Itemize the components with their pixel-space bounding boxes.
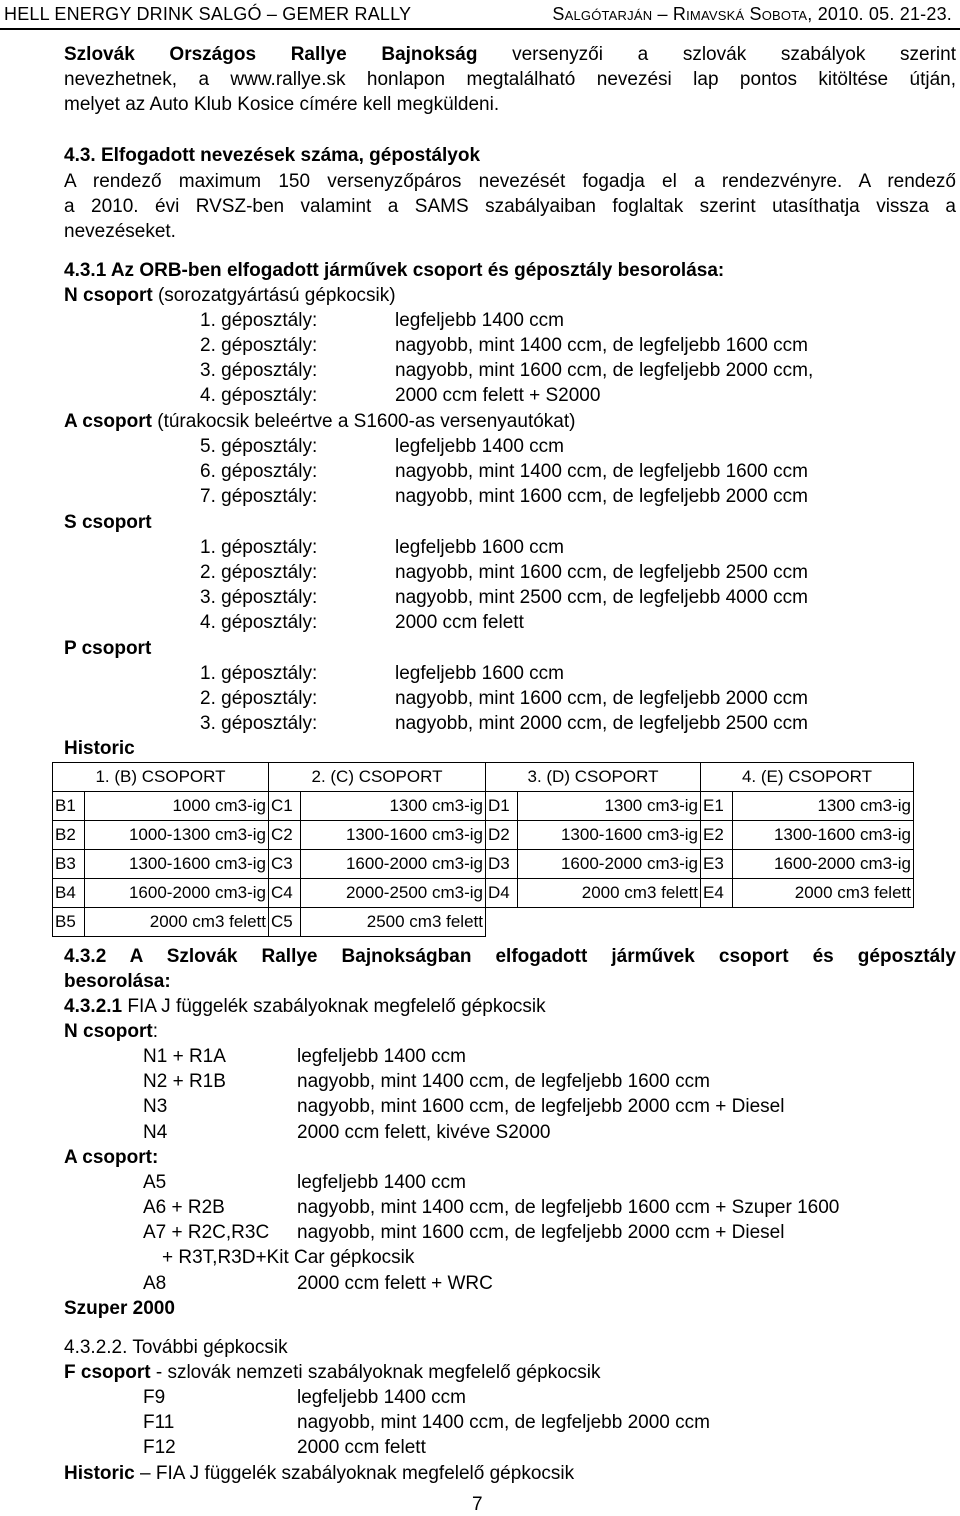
- table-cell: C4: [269, 879, 301, 908]
- table-cell: C1: [269, 792, 301, 821]
- class-label: 2. géposztály:: [200, 562, 318, 583]
- class-value: nagyobb, mint 1600 ccm, de legfeljebb 2000 ccm,: [395, 360, 814, 381]
- table-cell: 2000 cm3 felett: [518, 879, 701, 908]
- table-cell: 1300-1600 cm3-ig: [733, 821, 914, 850]
- n-group-label: N csoport: [64, 285, 153, 306]
- class-value: nagyobb, mint 1400 ccm, de legfeljebb 2000 ccm: [297, 1412, 710, 1433]
- table-cell: 1300 cm3-ig: [733, 792, 914, 821]
- class-value: nagyobb, mint 1400 ccm, de legfeljebb 1600 ccm + Szuper 1600: [297, 1197, 840, 1218]
- historic-label: Historic: [64, 738, 135, 759]
- class-label: 3. géposztály:: [200, 360, 318, 381]
- class-value: nagyobb, mint 2000 ccm, de legfeljebb 2500 ccm: [395, 713, 808, 734]
- intro-rest: versenyzői a szlovák szabályok szerint: [477, 44, 956, 65]
- class-value: nagyobb, mint 1400 ccm, de legfeljebb 1600 ccm: [395, 335, 808, 356]
- table-cell: 1600-2000 cm3-ig: [518, 850, 701, 879]
- table-cell: B4: [53, 879, 85, 908]
- table-row: [53, 850, 914, 879]
- class-code: A5: [143, 1172, 167, 1193]
- class-value: 2000 ccm felett, kivéve S2000: [297, 1122, 551, 1143]
- table-row: [53, 879, 914, 908]
- class-label: 2. géposztály:: [200, 335, 318, 356]
- table-cell: 1300-1600 cm3-ig: [85, 850, 269, 879]
- class-value: nagyobb, mint 1600 ccm, de legfeljebb 2000 ccm: [395, 688, 808, 709]
- class-code: N3: [143, 1096, 168, 1117]
- class-label: 4. géposztály:: [200, 385, 318, 406]
- table-header-row: [53, 763, 914, 792]
- class-value: nagyobb, mint 1400 ccm, de legfeljebb 1600 ccm: [297, 1071, 710, 1092]
- intro-line-1: [64, 42, 956, 67]
- table-cell: 1000-1300 cm3-ig: [85, 821, 269, 850]
- table-cell: B3: [53, 850, 85, 879]
- class-label: 3. géposztály:: [200, 587, 318, 608]
- class-code: F9: [143, 1387, 166, 1408]
- historic-fia-line: [64, 1461, 574, 1486]
- class-value: nagyobb, mint 1600 ccm, de legfeljebb 2000 ccm: [395, 486, 808, 507]
- section-4-3-2-2-title: 4.3.2.2. További gépkocsik: [64, 1337, 288, 1358]
- table-cell: D4: [486, 879, 518, 908]
- n-csoport-label: N csoport: [64, 1021, 153, 1042]
- intro-line-3: melyet az Auto Klub Kosice címére kell megküldeni.: [64, 94, 500, 115]
- class-value: legfeljebb 1400 ccm: [395, 310, 564, 331]
- a-group-heading: [64, 409, 956, 434]
- table-cell: 2500 cm3 felett: [301, 908, 486, 937]
- table-cell: E2: [701, 821, 733, 850]
- section-4-3-2-title-line-1: 4.3.2 A Szlovák Rallye Bajnokságban elfogadott járművek csoport és géposztály: [64, 946, 956, 967]
- f-csoport-label: F csoport: [64, 1362, 151, 1383]
- table-cell: D1: [486, 792, 518, 821]
- class-label: 5. géposztály:: [200, 436, 318, 457]
- table-cell: 1300 cm3-ig: [301, 792, 486, 821]
- class-value: legfeljebb 1600 ccm: [395, 663, 564, 684]
- class-code: F12: [143, 1437, 176, 1458]
- page-header: [0, 0, 960, 30]
- table-cell: D2: [486, 821, 518, 850]
- table-row: [53, 821, 914, 850]
- class-value: 2000 ccm felett + WRC: [297, 1273, 493, 1294]
- class-label: 3. géposztály:: [200, 713, 318, 734]
- section-4-3-line-3: nevezéseket.: [64, 221, 176, 242]
- p-group-label: P csoport: [64, 638, 152, 659]
- table-cell: C3: [269, 850, 301, 879]
- table-cell: E4: [701, 879, 733, 908]
- table-cell: B1: [53, 792, 85, 821]
- header-location-date: Salgótarján – Rimavská Sobota, 2010. 05. 21-23.: [552, 4, 952, 24]
- class-label: 1. géposztály:: [200, 537, 318, 558]
- section-4-3-line-1: A rendező maximum 150 versenyzőpáros nevezését fogadja el a rendezvényre. A rendező: [64, 171, 956, 192]
- class-label: 4. géposztály:: [200, 612, 318, 633]
- class-value: nagyobb, mint 2500 ccm, de legfeljebb 4000 ccm: [395, 587, 808, 608]
- table-header-cell: 1. (B) CSOPORT: [53, 763, 269, 792]
- table-cell: 2000 cm3 felett: [733, 879, 914, 908]
- class-value: 2000 ccm felett: [297, 1437, 426, 1458]
- section-4-3-2-1-heading: [64, 994, 956, 1019]
- class-label: 7. géposztály:: [200, 486, 318, 507]
- section-4-3-line-2: a 2010. évi RVSZ-ben valamint a SAMS szabályaiban foglaltak szerint utasíthatja vissza a: [64, 196, 956, 217]
- class-code: F11: [143, 1412, 175, 1433]
- section-4-3-2-title-line-2: besorolása:: [64, 971, 171, 992]
- section-4-3-2-1-text: FIA J függelék szabályoknak megfelelő gépkocsik: [122, 996, 546, 1017]
- class-value: nagyobb, mint 1400 ccm, de legfeljebb 1600 ccm: [395, 461, 808, 482]
- class-value: legfeljebb 1400 ccm: [395, 436, 564, 457]
- table-cell: D3: [486, 850, 518, 879]
- table-cell: 2000 cm3 felett: [85, 908, 269, 937]
- table-cell: 1300 cm3-ig: [518, 792, 701, 821]
- table-header-cell: 2. (C) CSOPORT: [269, 763, 486, 792]
- class-label: 1. géposztály:: [200, 310, 318, 331]
- class-value: nagyobb, mint 1600 ccm, de legfeljebb 2000 ccm + Diesel: [297, 1222, 785, 1243]
- table-cell: E3: [701, 850, 733, 879]
- historic-fia-desc: – FIA J függelék szabályoknak megfelelő gépkocsik: [134, 1463, 575, 1484]
- intro-bold: Szlovák Országos Rallye Bajnokság: [64, 44, 478, 65]
- class-code: N4: [143, 1122, 168, 1143]
- section-4-3-1-title: 4.3.1 Az ORB-ben elfogadott járművek csoport és géposztály besorolása:: [64, 260, 725, 281]
- class-value: legfeljebb 1400 ccm: [297, 1046, 466, 1067]
- class-code: A7 + R2C,R3C: [143, 1222, 270, 1243]
- historic-fia-label: Historic: [64, 1463, 135, 1484]
- class-code: A8: [143, 1273, 167, 1294]
- n-csoport-heading: [64, 1019, 158, 1044]
- header-event-title: HELL ENERGY DRINK SALGÓ – GEMER RALLY: [4, 4, 412, 24]
- a7-continuation: + R3T,R3D+Kit Car gépkocsik: [162, 1247, 415, 1268]
- table-cell: 1600-2000 cm3-ig: [301, 850, 486, 879]
- table-header-cell: 4. (E) CSOPORT: [701, 763, 914, 792]
- class-code: A6 + R2B: [143, 1197, 225, 1218]
- class-value: legfeljebb 1400 ccm: [297, 1172, 466, 1193]
- s-group-label: S csoport: [64, 512, 152, 533]
- class-value: nagyobb, mint 1600 ccm, de legfeljebb 2000 ccm + Diesel: [297, 1096, 785, 1117]
- class-label: 2. géposztály:: [200, 688, 318, 709]
- f-csoport-heading: [64, 1360, 600, 1385]
- table-cell: E1: [701, 792, 733, 821]
- table-empty-cell: [486, 908, 914, 937]
- table-cell: 2000-2500 cm3-ig: [301, 879, 486, 908]
- historic-table: [52, 762, 914, 937]
- table-cell: 1300-1600 cm3-ig: [518, 821, 701, 850]
- section-4-3-title: 4.3. Elfogadott nevezések száma, gépostályok: [64, 145, 481, 166]
- class-label: 1. géposztály:: [200, 663, 318, 684]
- class-label: 6. géposztály:: [200, 461, 318, 482]
- table-row: [53, 908, 914, 937]
- section-4-3-2-1-number: 4.3.2.1: [64, 996, 123, 1017]
- table-header-cell: 3. (D) CSOPORT: [486, 763, 701, 792]
- class-value: legfeljebb 1600 ccm: [395, 537, 564, 558]
- intro-line-2: nevezhetnek, a www.rallye.sk honlapon megtalálható nevezési lap pontos kitöltése útján,: [64, 69, 956, 90]
- table-cell: 1000 cm3-ig: [85, 792, 269, 821]
- a-csoport-label: A csoport:: [64, 1147, 159, 1168]
- header-rule: [0, 28, 960, 30]
- szuper-2000-label: Szuper 2000: [64, 1298, 175, 1319]
- page-number: 7: [472, 1494, 483, 1515]
- class-value: 2000 ccm felett: [395, 612, 524, 633]
- table-cell: C5: [269, 908, 301, 937]
- table-cell: 1300-1600 cm3-ig: [301, 821, 486, 850]
- table-cell: B5: [53, 908, 85, 937]
- n-group-desc: (sorozatgyártású gépkocsik): [152, 285, 396, 306]
- class-value: nagyobb, mint 1600 ccm, de legfeljebb 2500 ccm: [395, 562, 808, 583]
- class-code: N1 + R1A: [143, 1046, 226, 1067]
- f-csoport-desc: - szlovák nemzeti szabályoknak megfelelő gépkocsik: [150, 1362, 601, 1383]
- n-csoport-colon: :: [152, 1021, 158, 1042]
- table-cell: 1600-2000 cm3-ig: [733, 850, 914, 879]
- table-cell: C2: [269, 821, 301, 850]
- a-group-label: A csoport: [64, 411, 152, 432]
- class-code: N2 + R1B: [143, 1071, 226, 1092]
- table-row: [53, 792, 914, 821]
- a-group-desc: (túrakocsik beleértve a S1600-as versenyautókat): [151, 411, 576, 432]
- class-value: 2000 ccm felett + S2000: [395, 385, 601, 406]
- n-group-heading: [64, 283, 956, 308]
- table-cell: 1600-2000 cm3-ig: [85, 879, 269, 908]
- class-value: legfeljebb 1400 ccm: [297, 1387, 466, 1408]
- table-cell: B2: [53, 821, 85, 850]
